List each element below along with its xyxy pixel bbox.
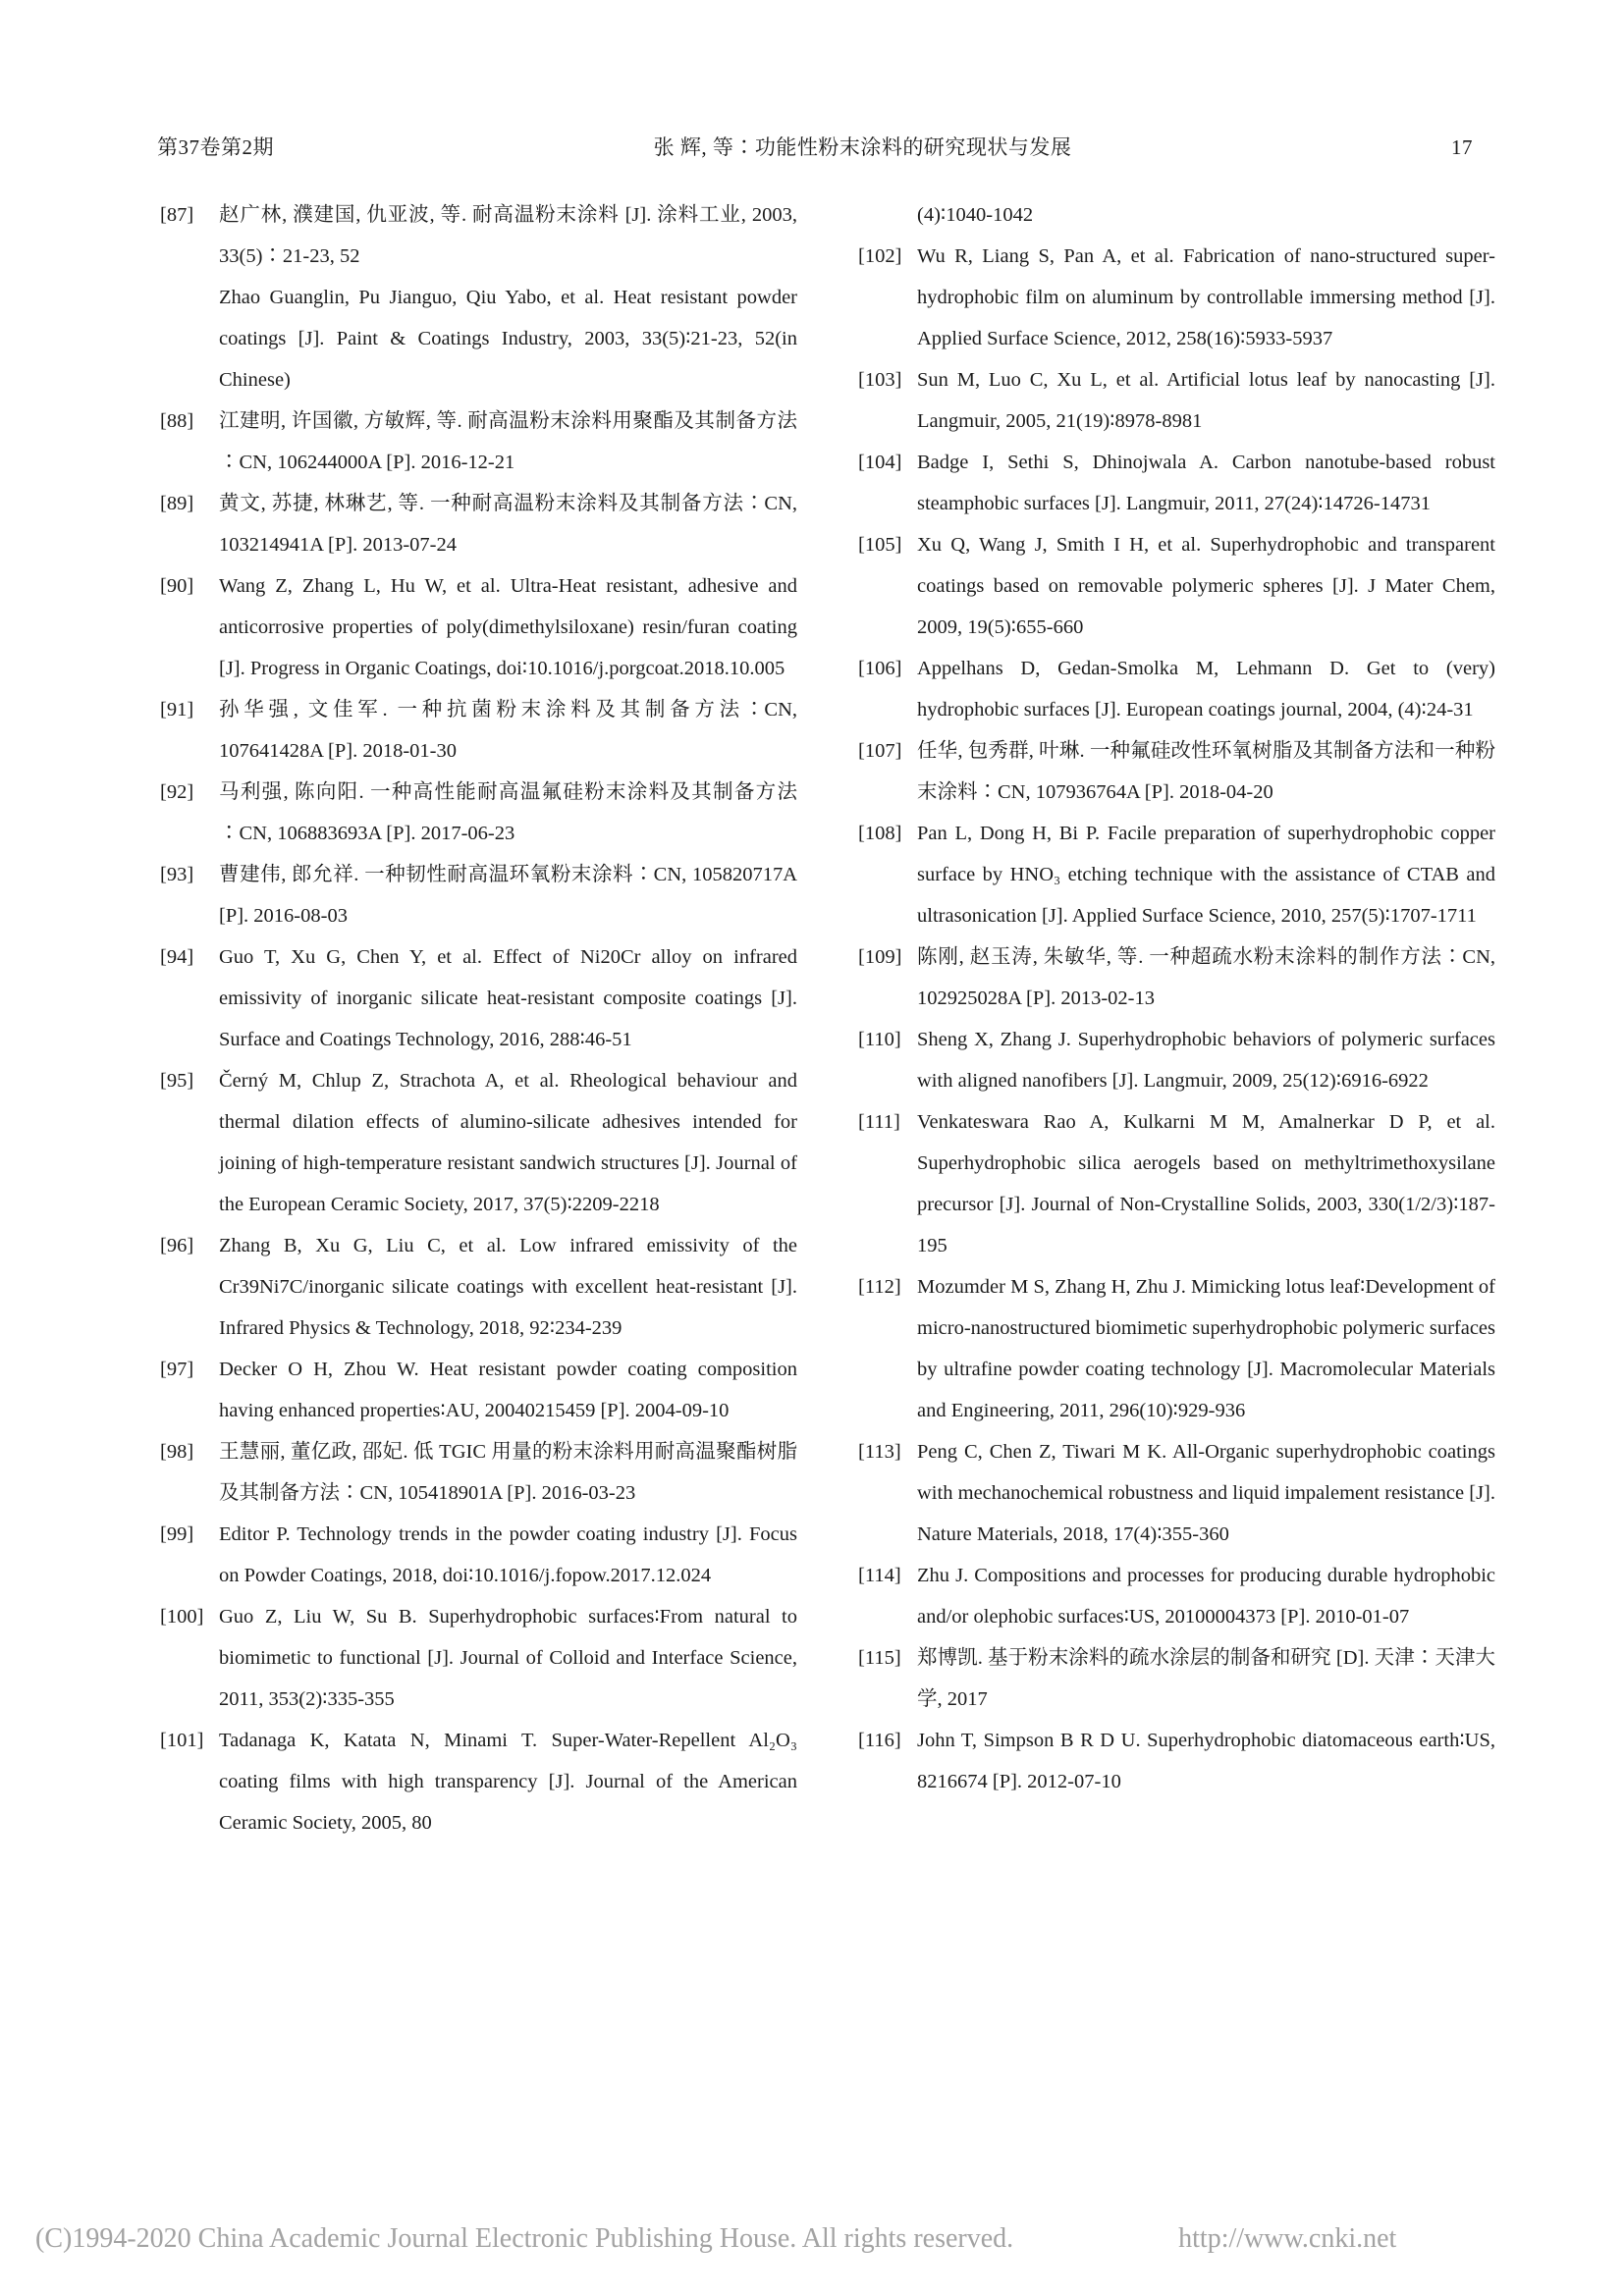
- reference-number: [90]: [160, 575, 194, 597]
- reference-text-part: Appelhans D, Gedan-Smolka M, Lehmann D. Get to (very) hydrophobic surfaces [J]. European coatings journal, 2004, (4)∶24-31: [917, 658, 1495, 721]
- reference-entry: [858, 524, 1495, 648]
- reference-text-part: Sheng X, Zhang J. Superhydrophobic behaviors of polymeric surfaces with aligned nanofibers [J]. Langmuir, 2009, 25(12)∶6916-6922: [917, 1029, 1495, 1092]
- reference-number: [110]: [858, 1029, 901, 1050]
- reference-text-part: 黄文, 苏捷, 林琳艺, 等. 一种耐高温粉末涂料及其制备方法∶CN, 103214941A [P]. 2013-07-24: [219, 493, 797, 556]
- reference-text-part: Zhu J. Compositions and processes for producing durable hydrophobic and/or olephobic surfaces∶US, 20100004373 [P]. 2010-01-07: [917, 1565, 1495, 1628]
- reference-number: [92]: [160, 781, 194, 803]
- reference-entry: [160, 1596, 797, 1720]
- reference-text: [917, 359, 1495, 442]
- reference-number: [858, 194, 917, 236]
- reference-continuation: [858, 194, 1495, 236]
- reference-entry: [160, 1060, 797, 1225]
- reference-number: [115]: [858, 1647, 901, 1669]
- reference-text: [917, 936, 1495, 1019]
- reference-number: [94]: [160, 946, 194, 968]
- reference-entry: [858, 730, 1495, 813]
- reference-text-part: Sun M, Luo C, Xu L, et al. Artificial lotus leaf by nanocasting [J]. Langmuir, 2005, 21(19)∶8978-8981: [917, 369, 1495, 432]
- reference-text: [219, 1720, 797, 1843]
- reference-number: [87]: [160, 204, 194, 226]
- reference-text: [219, 1225, 797, 1349]
- references-section: [160, 194, 1495, 1843]
- reference-entry: [858, 1637, 1495, 1720]
- reference-text-part: Wu R, Liang S, Pan A, et al. Fabrication of nano-structured super-hydrophobic film on aluminum by controllable immersing method [J]. Applied Surface Science, 2012, 258(16)∶5933-5937: [917, 245, 1495, 349]
- reference-entry: [858, 1019, 1495, 1101]
- reference-number: [98]: [160, 1441, 194, 1463]
- reference-text: [917, 1019, 1495, 1101]
- reference-number: [88]: [160, 410, 194, 432]
- reference-entry: [160, 772, 797, 854]
- reference-text: [917, 1720, 1495, 1802]
- reference-text-part: Editor P. Technology trends in the powder coating industry [J]. Focus on Powder Coatings, 2018, doi∶10.1016/j.fopow.2017.12.024: [219, 1523, 797, 1586]
- reference-text-part: 陈刚, 赵玉涛, 朱敏华, 等. 一种超疏水粉末涂料的制作方法∶CN, 102925028A [P]. 2013-02-13: [917, 946, 1495, 1009]
- reference-entry: [858, 442, 1495, 524]
- page-header: [157, 132, 1473, 161]
- reference-text-part: 马利强, 陈向阳. 一种高性能耐高温氟硅粉末涂料及其制备方法∶CN, 106883693A [P]. 2017-06-23: [219, 781, 797, 844]
- reference-number: [114]: [858, 1565, 901, 1586]
- reference-entry: [858, 936, 1495, 1019]
- reference-text-part: 郑博凯. 基于粉末涂料的疏水涂层的制备和研究 [D]. 天津∶天津大学, 2017: [917, 1647, 1495, 1710]
- reference-entry: [858, 813, 1495, 936]
- reference-entry: [160, 854, 797, 936]
- running-title: 张 辉, 等∶功能性粉末涂料的研究现状与发展: [653, 135, 1072, 159]
- reference-text: [219, 400, 797, 483]
- reference-text: [219, 1596, 797, 1720]
- reference-number: [95]: [160, 1070, 194, 1092]
- reference-number: [104]: [858, 452, 902, 473]
- reference-number: [96]: [160, 1235, 194, 1256]
- reference-text: [917, 1555, 1495, 1637]
- reference-number: [111]: [858, 1111, 900, 1133]
- reference-text: [917, 648, 1495, 730]
- reference-entry: [160, 936, 797, 1060]
- reference-text: [917, 236, 1495, 359]
- reference-text: [219, 936, 797, 1060]
- reference-text-part: Badge I, Sethi S, Dhinojwala A. Carbon nanotube-based robust steamphobic surfaces [J]. Langmuir, 2011, 27(24)∶14726-14731: [917, 452, 1495, 514]
- reference-text: [917, 442, 1495, 524]
- reference-text: [219, 194, 797, 400]
- reference-text-part: Guo Z, Liu W, Su B. Superhydrophobic surfaces∶From natural to biomimetic to functional [J]. Journal of Colloid and Interface Science, 2011, 353(2)∶335-355: [219, 1606, 797, 1710]
- reference-number: [97]: [160, 1359, 194, 1380]
- reference-number: [113]: [858, 1441, 901, 1463]
- reference-entry: [160, 483, 797, 565]
- reference-text: [917, 524, 1495, 648]
- reference-entry: [858, 648, 1495, 730]
- reference-text-part: 任华, 包秀群, 叶琳. 一种氟硅改性环氧树脂及其制备方法和一种粉末涂料∶CN, 107936764A [P]. 2018-04-20: [917, 740, 1495, 803]
- reference-text-part: Zhang B, Xu G, Liu C, et al. Low infrared emissivity of the Cr39Ni7C/inorganic silicate coatings with excellent heat-resistant [J]. Infrared Physics & Technology, 2018, 92∶234-239: [219, 1235, 797, 1339]
- reference-text-part: 赵广林, 濮建国, 仇亚波, 等. 耐高温粉末涂料 [J]. 涂料工业, 2003, 33(5)∶21-23, 52: [219, 204, 797, 267]
- references-column-left: [160, 194, 797, 1843]
- reference-text: [219, 565, 797, 689]
- references-column-right: [858, 194, 1495, 1843]
- reference-entry: [858, 1555, 1495, 1637]
- reference-number: [107]: [858, 740, 902, 762]
- reference-number: [109]: [858, 946, 902, 968]
- reference-number: [108]: [858, 823, 902, 844]
- reference-text: [917, 1637, 1495, 1720]
- reference-text: [219, 1431, 797, 1514]
- reference-entry: [858, 1266, 1495, 1431]
- reference-text: [219, 772, 797, 854]
- reference-number: [103]: [858, 369, 902, 391]
- reference-text-part: (4)∶1040-1042: [917, 204, 1034, 226]
- reference-text: [219, 689, 797, 772]
- reference-entry: [160, 400, 797, 483]
- reference-text-part: John T, Simpson B R D U. Superhydrophobic diatomaceous earth∶US, 8216674 [P]. 2012-07-10: [917, 1730, 1495, 1792]
- reference-entry: [160, 194, 797, 400]
- reference-entry: [160, 1431, 797, 1514]
- reference-number: [99]: [160, 1523, 194, 1545]
- reference-text: [917, 1101, 1495, 1266]
- reference-entry: [160, 689, 797, 772]
- reference-number: [106]: [858, 658, 902, 679]
- reference-text: [219, 854, 797, 936]
- reference-entry: [160, 1514, 797, 1596]
- reference-text: [917, 1431, 1495, 1555]
- reference-text: [219, 1514, 797, 1596]
- reference-entry: [160, 1225, 797, 1349]
- reference-number: [102]: [858, 245, 902, 267]
- cnki-url: http://www.cnki.net: [1178, 2223, 1397, 2254]
- reference-entry: [160, 1349, 797, 1431]
- reference-text-part: Černý M, Chlup Z, Strachota A, et al. Rheological behaviour and thermal dilation effects of alumino-silicate adhesives intended for joining of high-temperature resistant sandwich structures [J]. Journal of the European Ceramic Society, 2017, 37(5)∶2209-2218: [219, 1070, 797, 1215]
- reference-text: [917, 730, 1495, 813]
- reference-text-part: Pan L, Dong H, Bi P. Facile preparation of superhydrophobic copper surface by HNO₃ etching technique with the assistance of CTAB and ultrasonication [J]. Applied Surface Science, 2010, 257(5)∶1707-1711: [917, 823, 1495, 927]
- reference-text-part: Venkateswara Rao A, Kulkarni M M, Amalnerkar D P, et al. Superhydrophobic silica aerogels based on methyltrimethoxysilane precursor [J]. Journal of Non-Crystalline Solids, 2003, 330(1/2/3)∶187-195: [917, 1111, 1495, 1256]
- copyright-text: (C)1994-2020 China Academic Journal Electronic Publishing House. All rights reserved.: [35, 2223, 1014, 2254]
- reference-text-part: Zhao Guanglin, Pu Jianguo, Qiu Yabo, et al. Heat resistant powder coatings [J]. Paint & Coatings Industry, 2003, 33(5)∶21-23, 52(in Chinese): [219, 287, 797, 391]
- reference-entry: [160, 1720, 797, 1843]
- reference-number: [89]: [160, 493, 194, 514]
- reference-text-part: 曹建伟, 郎允祥. 一种韧性耐高温环氧粉末涂料∶CN, 105820717A [P]. 2016-08-03: [219, 864, 797, 927]
- reference-entry: [858, 236, 1495, 359]
- reference-text-part: Peng C, Chen Z, Tiwari M K. All-Organic superhydrophobic coatings with mechanochemical robustness and liquid impalement resistance [J]. Nature Materials, 2018, 17(4)∶355-360: [917, 1441, 1495, 1545]
- reference-text: [219, 483, 797, 565]
- reference-number: [112]: [858, 1276, 901, 1298]
- reference-entry: [160, 565, 797, 689]
- reference-entry: [858, 1720, 1495, 1802]
- reference-number: [91]: [160, 699, 194, 721]
- reference-entry: [858, 1431, 1495, 1555]
- reference-text: [917, 194, 1495, 236]
- reference-text-part: Tadanaga K, Katata N, Minami T. Super-Water-Repellent Al₂O₃ coating films with high transparency [J]. Journal of the American Ceramic Society, 2005, 80: [219, 1730, 797, 1834]
- page-number: 17: [1451, 135, 1473, 159]
- reference-text: [219, 1349, 797, 1431]
- reference-text-part: Xu Q, Wang J, Smith I H, et al. Superhydrophobic and transparent coatings based on removable polymeric spheres [J]. J Mater Chem, 2009, 19(5)∶655-660: [917, 534, 1495, 638]
- reference-text: [917, 813, 1495, 936]
- reference-text-part: Guo T, Xu G, Chen Y, et al. Effect of Ni20Cr alloy on infrared emissivity of inorganic silicate heat-resistant composite coatings [J]. Surface and Coatings Technology, 2016, 288∶46-51: [219, 946, 797, 1050]
- reference-number: [100]: [160, 1606, 204, 1628]
- reference-text: [917, 1266, 1495, 1431]
- reference-number: [93]: [160, 864, 194, 885]
- reference-number: [101]: [160, 1730, 204, 1751]
- reference-entry: [858, 1101, 1495, 1266]
- journal-issue: 第37卷第2期: [157, 135, 274, 159]
- reference-number: [105]: [858, 534, 902, 556]
- reference-entry: [858, 359, 1495, 442]
- reference-text-part: Decker O H, Zhou W. Heat resistant powder coating composition having enhanced properties∶AU, 20040215459 [P]. 2004-09-10: [219, 1359, 797, 1421]
- reference-text-part: Mozumder M S, Zhang H, Zhu J. Mimicking lotus leaf∶Development of micro-nanostructured biomimetic superhydrophobic polymeric surfaces by ultrafine powder coating technology [J]. Macromolecular Materials and Engineering, 2011, 296(10)∶929-936: [917, 1276, 1495, 1421]
- reference-text-part: Wang Z, Zhang L, Hu W, et al. Ultra-Heat resistant, adhesive and anticorrosive properties of poly(dimethylsiloxane) resin/furan coating [J]. Progress in Organic Coatings, doi∶10.1016/j.porgcoat.2018.10.005: [219, 575, 797, 679]
- reference-text-part: 王慧丽, 董亿政, 邵妃. 低 TGIC 用量的粉末涂料用耐高温聚酯树脂及其制备方法∶CN, 105418901A [P]. 2016-03-23: [219, 1441, 797, 1504]
- reference-text: [219, 1060, 797, 1225]
- reference-text-part: 江建明, 许国徽, 方敏辉, 等. 耐高温粉末涂料用聚酯及其制备方法∶CN, 106244000A [P]. 2016-12-21: [219, 410, 797, 473]
- page-footer: [35, 2223, 1396, 2255]
- reference-text-part: 孙华强, 文佳军. 一种抗菌粉末涂料及其制备方法∶CN, 107641428A [P]. 2018-01-30: [219, 699, 797, 762]
- reference-number: [116]: [858, 1730, 901, 1751]
